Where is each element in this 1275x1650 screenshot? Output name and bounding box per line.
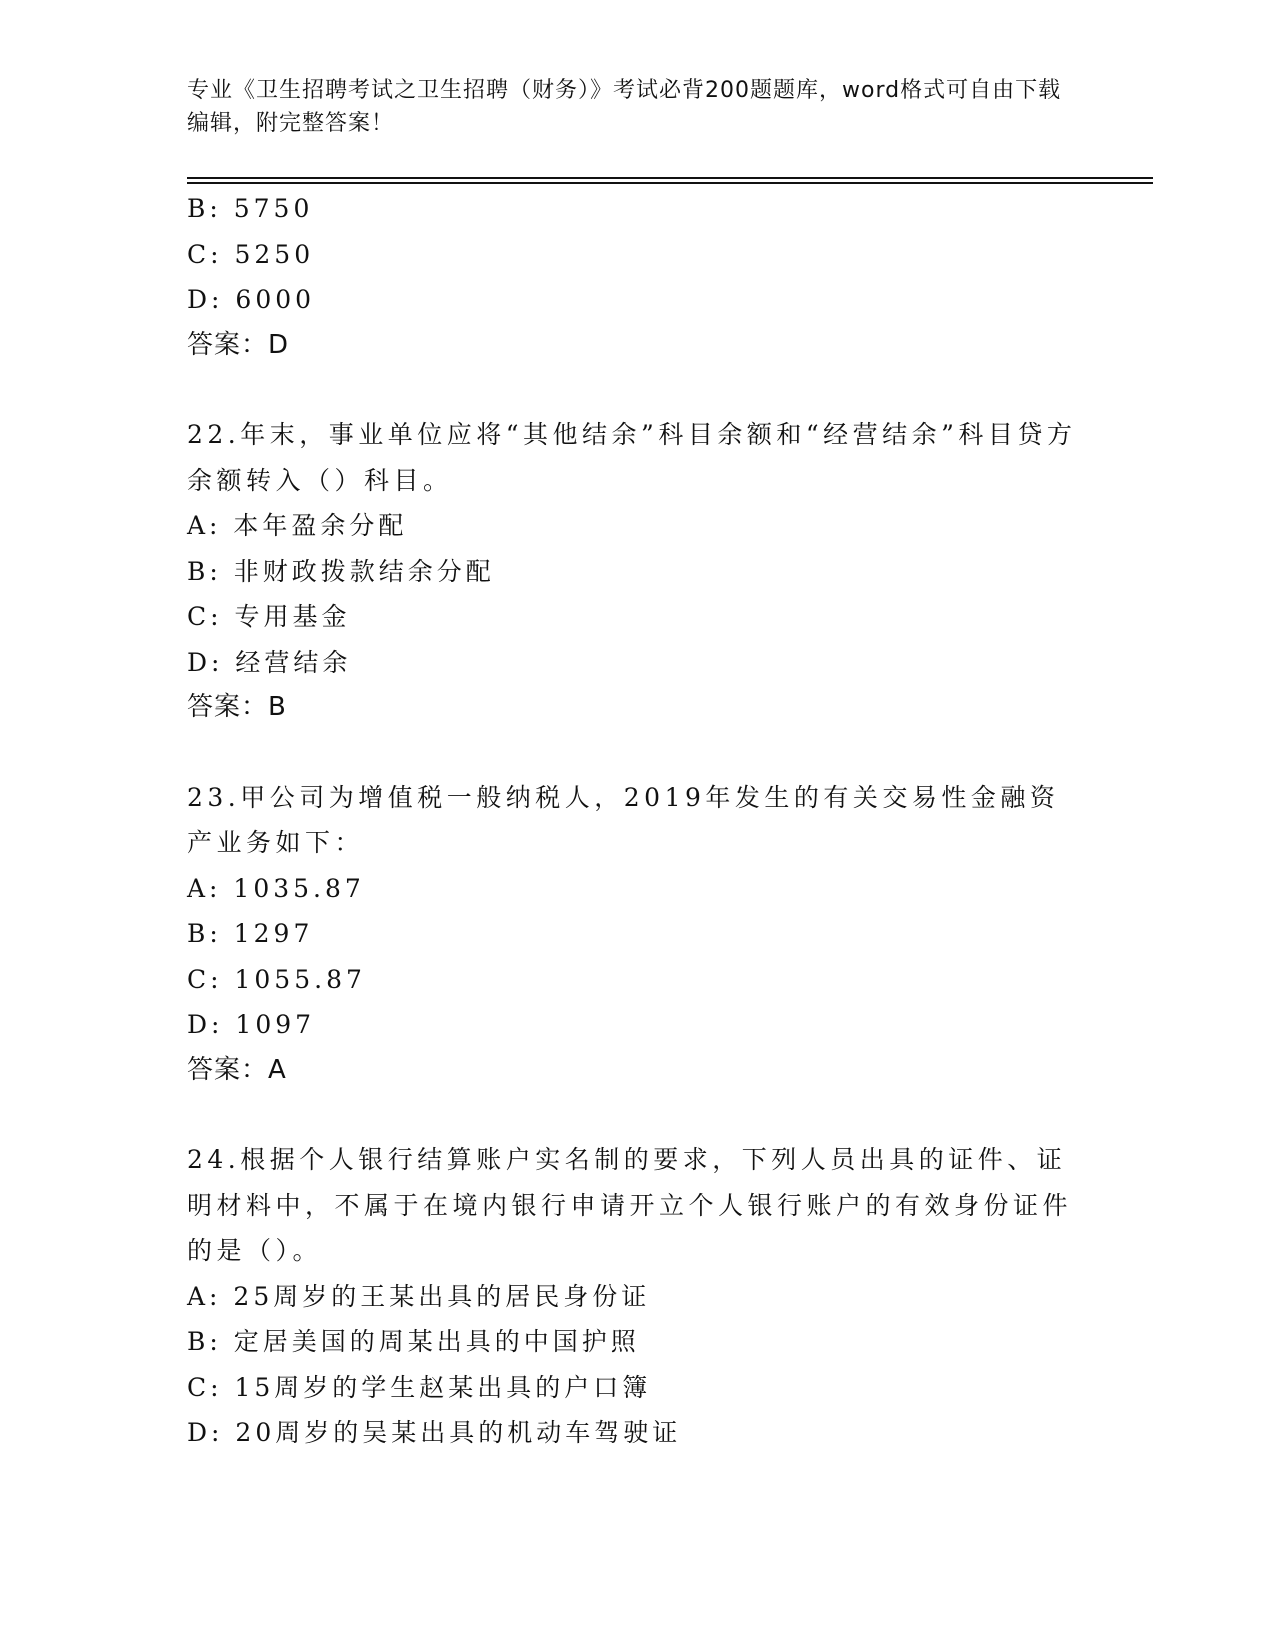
option-b: B: 5750 xyxy=(187,194,314,223)
option-b: B: 非财政拨款结余分配 xyxy=(187,556,495,586)
question-24 xyxy=(187,1137,1087,1456)
answer: 答案：D xyxy=(187,329,290,360)
question-stem: 22.年末，事业单位应将“其他结余”科目余额和“经营结余”科目贷方余额转入（）科目。 xyxy=(187,420,1077,495)
question-content xyxy=(187,186,1087,1456)
header-rule-bottom xyxy=(187,182,1153,184)
option-c: C: 15周岁的学生赵某出具的户口簿 xyxy=(187,1372,652,1402)
header-rule-top xyxy=(187,177,1153,179)
option-b: B: 1297 xyxy=(187,919,314,948)
question-stem: 24.根据个人银行结算账户实名制的要求，下列人员出具的证件、证明材料中，不属于在境内银行申请开立个人银行账户的有效身份证件的是（）。 xyxy=(187,1145,1073,1265)
option-c: C: 1055.87 xyxy=(187,964,366,994)
option-a: A: 本年盈余分配 xyxy=(187,511,408,540)
question-22 xyxy=(187,412,1087,731)
option-d: D: 6000 xyxy=(187,285,316,314)
option-c: C: 5250 xyxy=(187,239,315,269)
question-stem: 23.甲公司为增值税一般纳税人，2019年发生的有关交易性金融资产业务如下： xyxy=(187,782,1060,857)
answer: 答案：B xyxy=(187,692,287,722)
option-d: D: 1097 xyxy=(187,1010,316,1039)
option-c: C: 专用基金 xyxy=(187,602,351,631)
option-a: A: 1035.87 xyxy=(187,873,365,903)
question-23 xyxy=(187,775,1087,1094)
option-d: D: 经营结余 xyxy=(187,647,352,677)
option-b: B: 定居美国的周某出具的中国护照 xyxy=(187,1327,640,1356)
answer: 答案：A xyxy=(187,1054,287,1085)
option-d: D: 20周岁的吴某出具的机动车驾驶证 xyxy=(187,1418,682,1447)
question-21-tail xyxy=(187,186,1087,368)
option-a: A: 25周岁的王某出具的居民身份证 xyxy=(187,1281,651,1311)
document-header: 专业《卫生招聘考试之卫生招聘（财务）》考试必背200题题库，word格式可自由下载编辑，附完整答案！ xyxy=(187,78,1062,136)
